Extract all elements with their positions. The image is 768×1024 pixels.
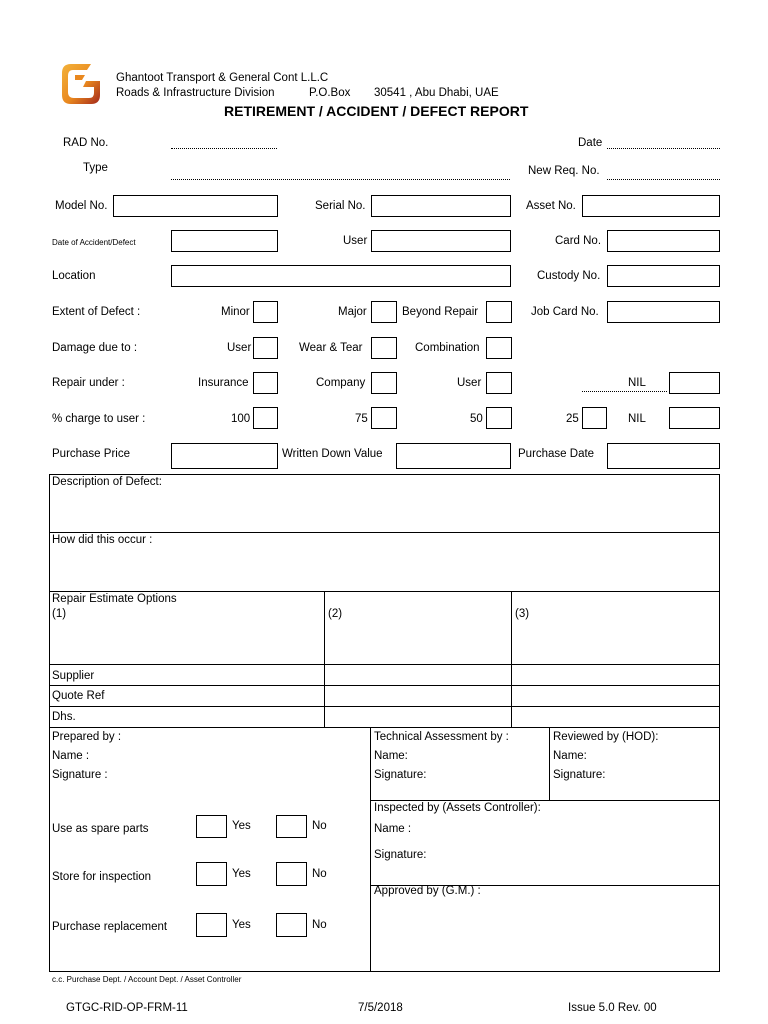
reviewed-name-label: Name: [553,750,587,762]
location-input[interactable] [171,265,511,287]
option-3-label: (3) [515,608,530,620]
divider [549,727,550,800]
damage-user-checkbox[interactable] [253,337,278,359]
wear-tear-label: Wear & Tear [299,342,363,354]
repair-estimate-label: Repair Estimate Options [52,593,177,605]
purchase-replacement-no-checkbox[interactable] [276,913,307,937]
pct-50-label: 50 [470,413,483,425]
job-card-input[interactable] [607,301,720,323]
pct-100-checkbox[interactable] [253,407,278,429]
purchase-price-label: Purchase Price [52,448,130,460]
purchase-replacement-no-label: No [312,919,327,931]
pobox-value: 30541 , Abu Dhabi, UAE [374,87,499,99]
issue-revision: Issue 5.0 Rev. 00 [568,1002,657,1014]
wear-tear-checkbox[interactable] [371,337,397,359]
option-1-label: (1) [52,608,67,620]
pct-50-checkbox[interactable] [486,407,512,429]
minor-checkbox[interactable] [253,301,278,323]
card-no-input[interactable] [607,230,720,252]
insurance-label: Insurance [198,377,249,389]
user-input[interactable] [371,230,511,252]
prepared-name-label: Name : [52,750,90,762]
nil-label-1: NIL [628,377,646,389]
model-no-input[interactable] [113,195,278,217]
major-label: Major [338,306,367,318]
combination-label: Combination [415,342,480,354]
major-checkbox[interactable] [371,301,397,323]
supplier-label: Supplier [52,670,95,682]
company-name: Ghantoot Transport & General Cont L.L.C [116,72,329,84]
pct-75-checkbox[interactable] [371,407,397,429]
card-no-label: Card No. [555,235,602,247]
prepared-signature-label: Signature : [52,769,108,781]
serial-no-input[interactable] [371,195,511,217]
store-inspection-no-label: No [312,868,327,880]
purchase-replacement-yes-label: Yes [232,919,251,931]
form-code: GTGC-RID-OP-FRM-11 [66,1002,188,1014]
spare-parts-no-label: No [312,820,327,832]
company-checkbox[interactable] [371,372,397,394]
repair-under-label: Repair under : [52,377,125,389]
type-label: Type [83,162,108,174]
beyond-repair-label: Beyond Repair [402,306,479,318]
inspected-by-label: Inspected by (Assets Controller): [374,802,541,814]
reviewed-signature-label: Signature: [553,769,606,781]
written-down-input[interactable] [396,443,511,469]
divider [49,706,720,707]
rad-no-label: RAD No. [63,137,109,149]
location-label: Location [52,270,96,282]
company-label: Company [316,377,366,389]
spare-parts-no-checkbox[interactable] [276,815,307,838]
extent-label: Extent of Defect : [52,306,141,318]
rad-no-field[interactable] [171,148,277,149]
pct-75-label: 75 [355,413,368,425]
divider [49,727,720,728]
reviewed-by-label: Reviewed by (HOD): [553,731,659,743]
custody-no-input[interactable] [607,265,720,287]
new-req-field[interactable] [607,179,720,180]
prepared-by-label: Prepared by : [52,731,122,743]
insurance-checkbox[interactable] [253,372,278,394]
pct-100-label: 100 [231,413,251,425]
pobox-label: P.O.Box [309,87,351,99]
nil-checkbox-2[interactable] [669,407,720,429]
store-inspection-no-checkbox[interactable] [276,862,307,886]
purchase-price-input[interactable] [171,443,278,469]
store-inspection-yes-label: Yes [232,868,251,880]
report-title: RETIREMENT / ACCIDENT / DEFECT REPORT [224,103,529,119]
job-card-label: Job Card No. [531,306,599,318]
divider [370,727,371,972]
new-req-label: New Req. No. [528,165,600,177]
repair-user-label: User [457,377,482,389]
cc-note: c.c. Purchase Dept. / Account Dept. / Asset Controller [52,975,242,984]
purchase-date-input[interactable] [607,443,720,469]
quote-ref-label: Quote Ref [52,690,105,702]
purchase-date-label: Purchase Date [518,448,595,460]
divider [49,664,720,665]
written-down-label: Written Down Value [282,448,383,460]
beyond-repair-checkbox[interactable] [486,301,512,323]
company-logo [61,60,103,106]
dhs-label: Dhs. [52,711,76,723]
nil-label-2: NIL [628,413,646,425]
inspected-signature-label: Signature: [374,849,427,861]
repair-user-checkbox[interactable] [486,372,512,394]
tech-signature-label: Signature: [374,769,427,781]
asset-no-label: Asset No. [526,200,576,212]
division-name: Roads & Infrastructure Division [116,87,275,99]
spare-parts-yes-label: Yes [232,820,251,832]
charge-label: % charge to user : [52,413,146,425]
date-field[interactable] [607,148,720,149]
form-date: 7/5/2018 [358,1002,403,1014]
purchase-replacement-yes-checkbox[interactable] [196,913,227,937]
option-2-label: (2) [328,608,343,620]
serial-no-label: Serial No. [315,200,366,212]
pct-25-label: 25 [566,413,579,425]
description-label: Description of Defect: [52,476,162,488]
inspected-name-label: Name : [374,823,412,835]
damage-user-label: User [227,342,252,354]
store-inspection-label: Store for inspection [52,871,152,883]
spare-parts-yes-checkbox[interactable] [196,815,227,838]
approved-by-label: Approved by (G.M.) : [374,885,481,897]
spare-parts-label: Use as spare parts [52,823,149,835]
type-field[interactable] [171,179,510,180]
nil-dots [582,391,667,392]
purchase-replacement-label: Purchase replacement [52,921,168,933]
nil-checkbox-1[interactable] [669,372,720,394]
date-of-accident-input[interactable] [171,230,278,252]
model-no-label: Model No. [55,200,108,212]
damage-due-label: Damage due to : [52,342,138,354]
how-occur-label: How did this occur : [52,534,153,546]
tech-name-label: Name: [374,750,408,762]
user-label: User [343,235,368,247]
combination-checkbox[interactable] [486,337,512,359]
asset-no-input[interactable] [582,195,720,217]
pct-25-checkbox[interactable] [582,407,607,429]
tech-assessment-label: Technical Assessment by : [374,731,509,743]
minor-label: Minor [221,306,250,318]
divider [49,685,720,686]
store-inspection-yes-checkbox[interactable] [196,862,227,886]
date-label: Date [578,137,603,149]
date-of-accident-label: Date of Accident/Defect [52,238,136,247]
custody-no-label: Custody No. [537,270,601,282]
